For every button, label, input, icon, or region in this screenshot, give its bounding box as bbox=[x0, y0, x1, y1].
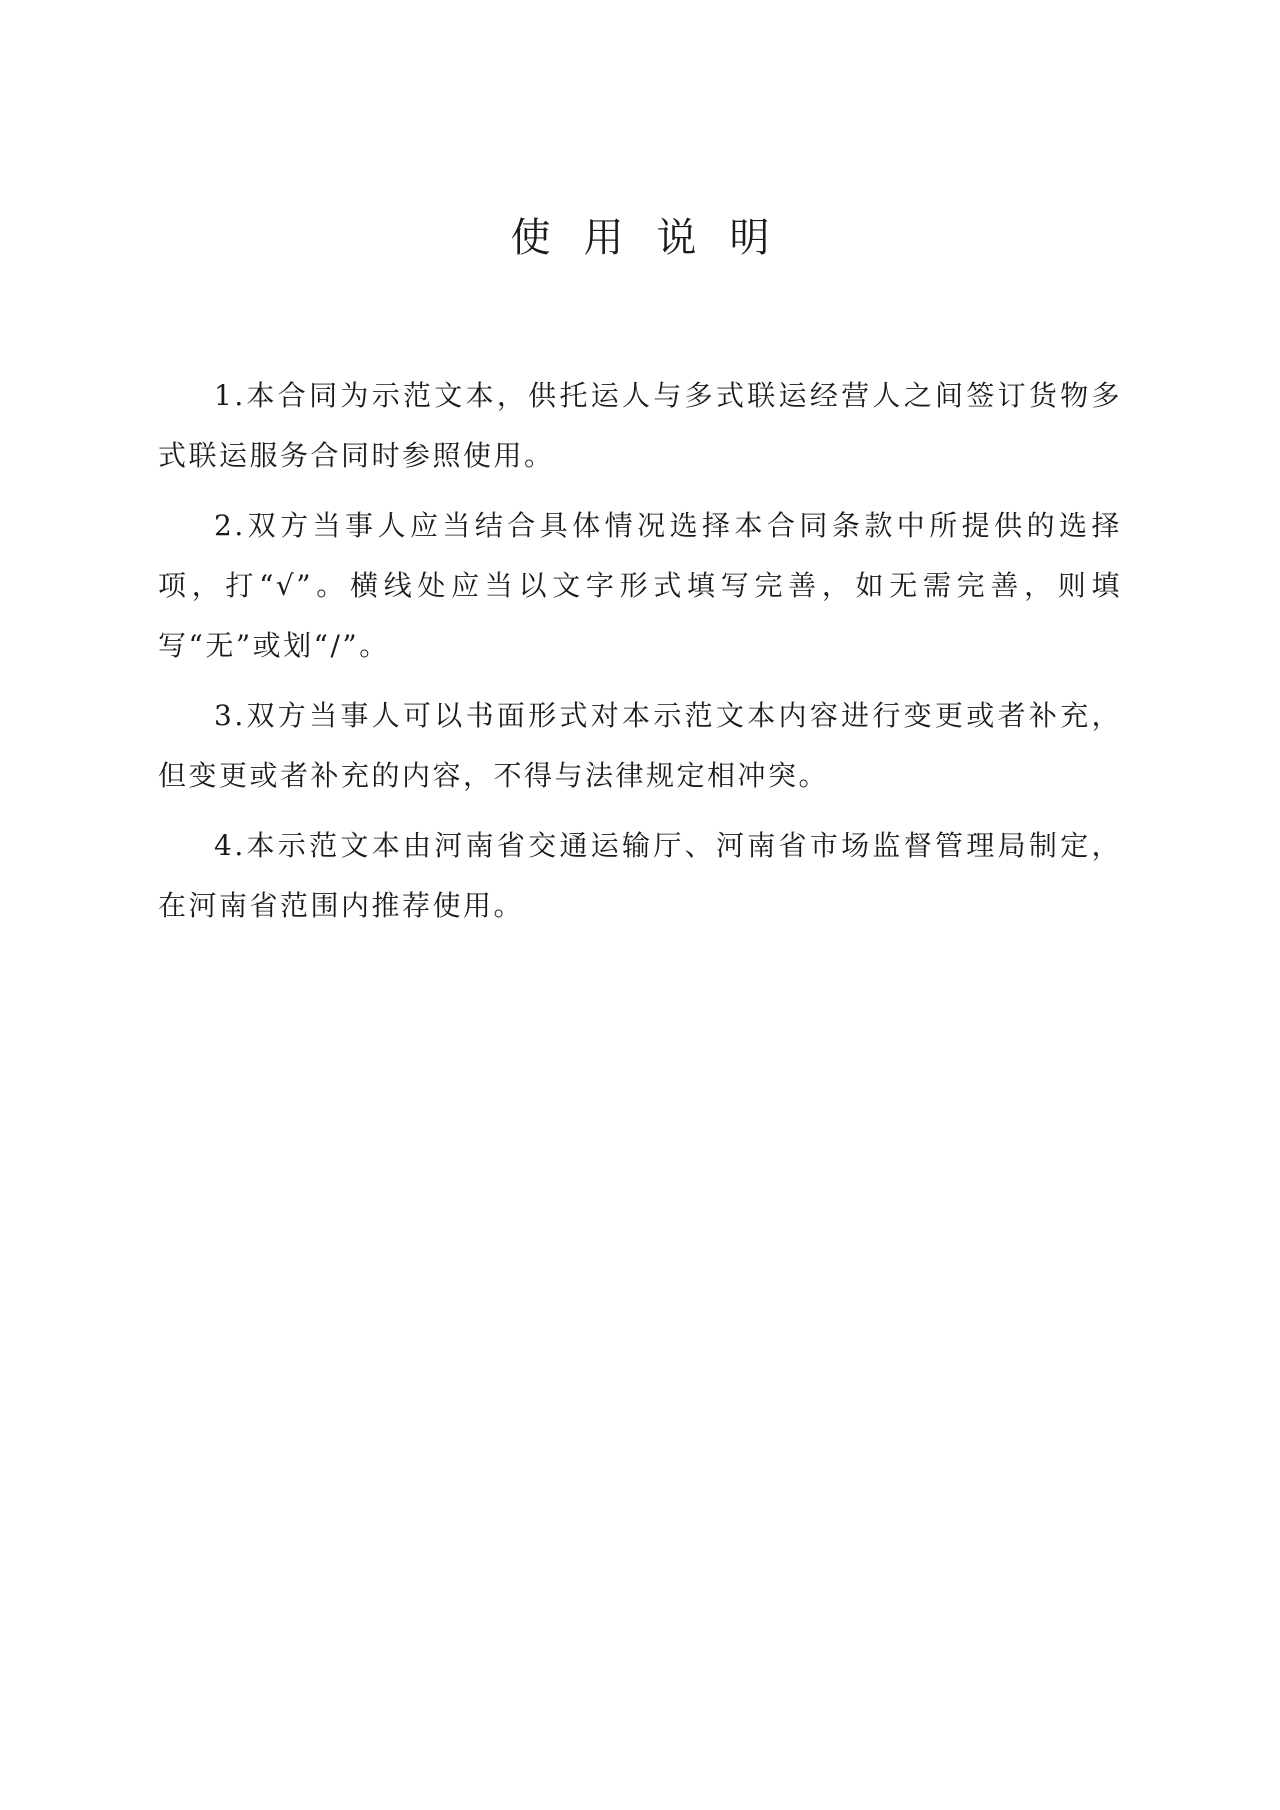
instructions-body bbox=[158, 366, 1122, 946]
instruction-paragraph-2: 2.双方当事人应当结合具体情况选择本合同条款中所提供的选择项，打“√”。横线处应当以文字形式填写完善，如无需完善，则填写“无”或划“/”。 bbox=[158, 509, 1122, 662]
instruction-paragraph-3: 3.双方当事人可以书面形式对本示范文本内容进行变更或者补充，但变更或者补充的内容，不得与法律规定相冲突。 bbox=[158, 699, 1122, 792]
page-title: 使用说明 bbox=[510, 215, 803, 261]
instruction-paragraph-4: 4.本示范文本由河南省交通运输厅、河南省市场监督管理局制定，在河南省范围内推荐使用。 bbox=[158, 829, 1122, 922]
instruction-paragraph-1: 1.本合同为示范文本，供托运人与多式联运经营人之间签订货物多式联运服务合同时参照使用。 bbox=[158, 379, 1122, 472]
